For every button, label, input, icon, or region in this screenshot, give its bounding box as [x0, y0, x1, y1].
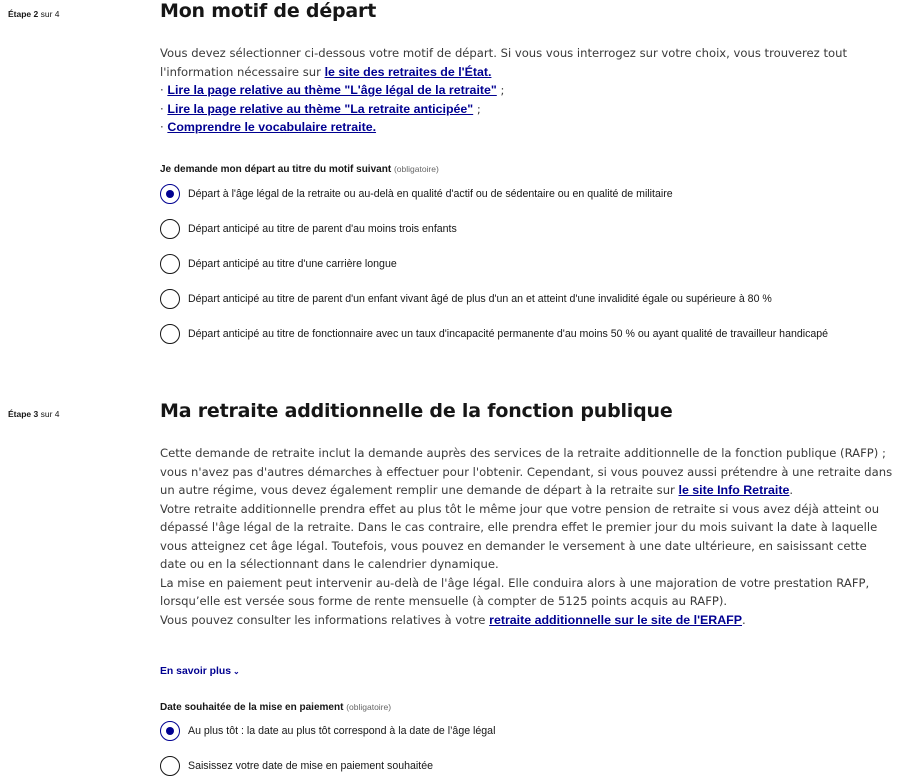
step-indicator-2 — [8, 9, 60, 19]
link-retraite-anticipee[interactable]: Lire la page relative au thème "La retraite anticipée" — [167, 101, 474, 116]
motif-legend — [160, 164, 439, 175]
radio-button[interactable] — [160, 289, 180, 309]
radio-button[interactable] — [160, 756, 180, 776]
en-savoir-plus-toggle[interactable] — [160, 666, 240, 677]
bullet: · — [160, 101, 168, 116]
rafp-p4: Vous pouvez consulter les informations relatives à votre — [160, 612, 490, 627]
section-title-rafp: Ma retraite additionnelle de la fonction publique — [160, 400, 673, 422]
required-hint: (obligatoire) — [393, 164, 439, 174]
link-age-legal[interactable]: Lire la page relative au thème "L'âge légal de la retraite" — [167, 83, 497, 97]
radio-button-checked[interactable] — [160, 184, 180, 204]
step-total: sur 4 — [38, 9, 60, 19]
punctuation: . — [742, 612, 746, 627]
radio-option-age-legal[interactable] — [160, 186, 895, 206]
rafp-p3: La mise en paiement peut intervenir au-delà de l'âge légal. Elle conduira alors à une majoration de votre prestation RAFP, lorsqu’elle est versée sous forme de rente mensuelle (à compter de 5125 points acquis au RAFP). — [160, 575, 870, 608]
radio-label: Saisissez votre date de mise en paiement souhaitée — [188, 760, 433, 772]
rafp-description — [160, 444, 895, 629]
radio-label: Départ anticipé au titre de fonctionnaire avec un taux d'incapacité permanente d'au moins 50 % ou ayant qualité de travailleur handicapé — [188, 328, 829, 340]
link-suffix: ; — [496, 83, 505, 97]
more-label: En savoir plus — [160, 666, 232, 677]
step-number: Étape 2 — [8, 9, 39, 19]
radio-button-checked[interactable] — [160, 721, 180, 741]
motif-intro — [160, 44, 895, 137]
radio-button[interactable] — [160, 219, 180, 239]
bullet: · — [160, 120, 168, 134]
required-hint: (obligatoire) — [346, 702, 392, 712]
legend-text: Date souhaitée de la mise en paiement — [160, 702, 344, 713]
rafp-p1: Cette demande de retraite inclut la demande auprès des services de la retraite additionnelle de la fonction publique (RAFP) ; vous n'avez pas d'autres démarches à effectuer pour l'obtenir. Cependant, si vous pouvez aussi prétendre à une retraite dans un autre régime, vous devez également remplir une demande de départ à la retraite sur — [160, 446, 893, 497]
step-number: Étape 3 — [8, 409, 39, 419]
bullet: · — [160, 83, 168, 97]
step-indicator-3 — [8, 409, 60, 419]
radio-option-au-plus-tot[interactable] — [160, 723, 895, 743]
radio-label: Départ anticipé au titre de parent d'un enfant vivant âgé de plus d'un an et atteint d'une invalidité égale ou supérieure à 80 % — [188, 293, 772, 305]
section-title-motif: Mon motif de départ — [160, 0, 377, 22]
punctuation: . — [789, 483, 794, 497]
radio-label: Départ à l'âge légal de la retraite ou au-delà en qualité d'actif ou de sédentaire ou en qualité de militaire — [188, 188, 673, 200]
rafp-p2: Votre retraite additionnelle prendra effet au plus tôt le même jour que votre pension de retraite si vous avez déjà atteint ou dépassé l'âge légal de la retraite. Dans le cas contraire, elle prendra effet le premier jour du mois suivant la date à laquelle vous atteignez cet âge légal. Toutefois, vous pouvez en demander le versement à une date ultérieure, en saisissant cette date ou en la sélectionnant dans le calendrier dynamique. — [160, 501, 880, 571]
radio-label: Au plus tôt : la date au plus tôt correspond à la date de l’âge légal — [188, 725, 496, 737]
intro-text: Vous devez sélectionner ci-dessous votre motif de départ. Si vous vous interrogez sur votre choix, vous trouverez tout l'information nécessaire sur — [160, 46, 847, 79]
legend-text: Je demande mon départ au titre du motif suivant — [160, 164, 392, 175]
radio-option-date-souhaitee[interactable] — [160, 758, 895, 778]
link-suffix: ; — [473, 101, 481, 116]
radio-option-trois-enfants[interactable] — [160, 221, 895, 241]
radio-option-incapacite[interactable] — [160, 326, 895, 346]
radio-option-enfant-invalide[interactable] — [160, 291, 895, 311]
link-info-retraite[interactable]: le site Info Retraite — [678, 483, 790, 497]
link-site-retraites-etat[interactable]: le site des retraites de l'État. — [324, 64, 492, 79]
radio-option-carriere-longue[interactable] — [160, 256, 895, 276]
link-vocabulaire[interactable]: Comprendre le vocabulaire retraite. — [167, 120, 377, 134]
radio-button[interactable] — [160, 324, 180, 344]
date-legend — [160, 702, 391, 713]
chevron-down-icon: ⌄ — [233, 667, 240, 676]
radio-button[interactable] — [160, 254, 180, 274]
step-total: sur 4 — [38, 409, 60, 419]
link-erafp[interactable]: retraite additionnelle sur le site de l'ERAFP — [489, 612, 743, 627]
radio-label: Départ anticipé au titre de parent d'au moins trois enfants — [188, 223, 457, 235]
radio-label: Départ anticipé au titre d'une carrière longue — [188, 258, 397, 270]
